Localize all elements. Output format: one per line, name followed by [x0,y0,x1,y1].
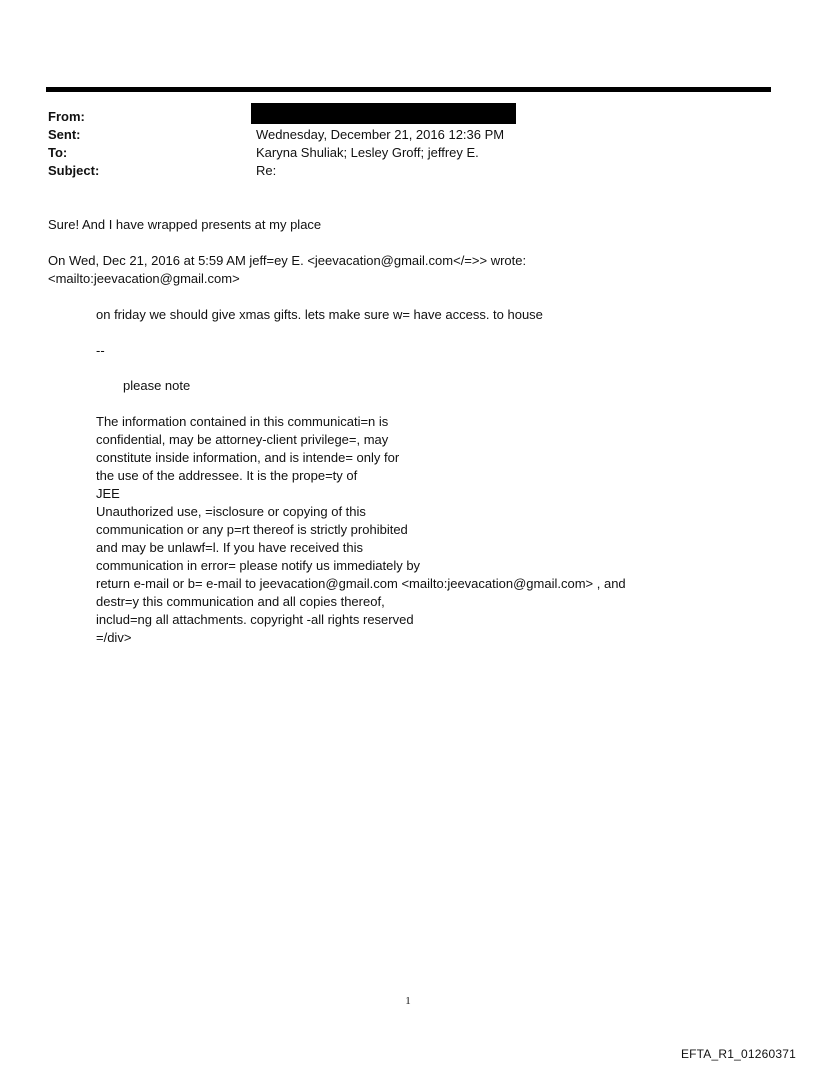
disclaimer-line: =/div> [96,630,132,645]
disclaimer-line: confidential, may be attorney-client privilege=, may [96,432,389,447]
sent-label: Sent: [48,127,81,142]
to-label: To: [48,145,68,160]
disclaimer-line: destr=y this communication and all copies thereof, [96,594,385,609]
quote-intro-line: On Wed, Dec 21, 2016 at 5:59 AM jeff=ey E. <jeevacation@gmail.com</=>> wrote: [48,253,527,268]
from-row [48,108,748,126]
quote-intro-line: <mailto:jeevacation@gmail.com> [48,271,240,286]
disclaimer-line: the use of the addressee. It is the prope=ty of [96,468,358,483]
disclaimer [96,413,626,647]
quoted-message: on friday we should give xmas gifts. lets make sure w= have access. to house [96,307,543,322]
disclaimer-line: constitute inside information, and is intende= only for [96,450,400,465]
bates-id: EFTA_R1_01260371 [680,1047,796,1061]
from-label: From: [48,109,85,124]
subject-row [48,162,748,180]
sent-row [48,126,748,144]
disclaimer-line: Unauthorized use, =isclosure or copying of this [96,504,366,519]
signature-separator: -- [96,343,105,358]
disclaimer-line: The information contained in this communicati=n is [96,414,389,429]
disclaimer-line: JEE [96,486,120,501]
quote-intro [48,252,526,288]
sent-value: Wednesday, December 21, 2016 12:36 PM [256,127,505,142]
page-number: 1 [405,995,411,1007]
disclaimer-line: communication or any p=rt thereof is strictly prohibited [96,522,408,537]
disclaimer-line: and may be unlawf=l. If you have received this [96,540,364,555]
header-rule [46,87,771,92]
email-header [48,108,748,180]
to-value: Karyna Shuliak; Lesley Groff; jeffrey E. [256,145,479,160]
disclaimer-line: includ=ng all attachments. copyright -all rights reserved [96,612,414,627]
please-note: please note [123,378,191,393]
reply-text: Sure! And I have wrapped presents at my place [48,217,322,232]
disclaimer-line: communication in error= please notify us immediately by [96,558,421,573]
to-row [48,144,748,162]
disclaimer-line: return e-mail or b= e-mail to jeevacation@gmail.com <mailto:jeevacation@gmail.com> , and [96,576,626,591]
subject-value: Re: [256,163,277,178]
redaction-bar [251,103,516,124]
subject-label: Subject: [48,163,100,178]
